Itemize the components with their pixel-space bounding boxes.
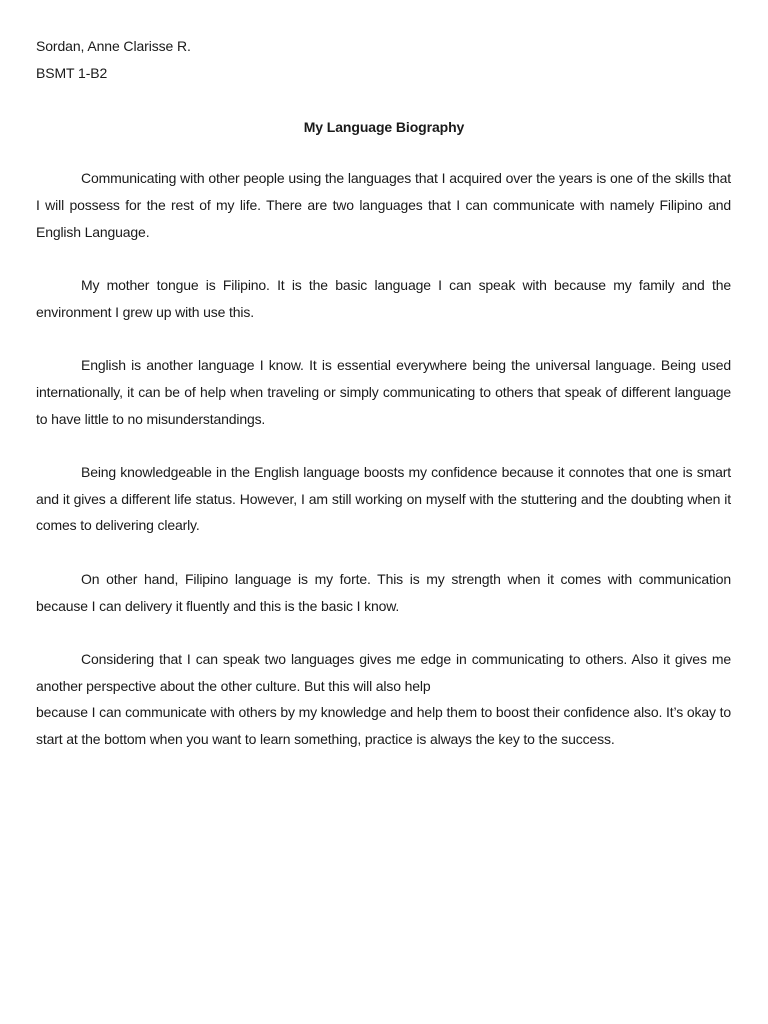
document-title: My Language Biography [303,119,465,135]
paragraph-english: English is another language I know. It is essential everywhere being the universal language. Being used internationally, it can be of help when traveling or simply communicating to others that speak of different language to have little to no misunderstandings. [36,356,731,427]
class-section: BSMT 1-B2 [36,65,108,81]
paragraph-mother-tongue: My mother tongue is Filipino. It is the basic language I can speak with because my family and the environment I grew up with use this. [36,276,731,320]
paragraph-conclusion-part2: because I can communicate with others by my knowledge and help them to boost their confidence also. It’s okay to start at the bottom when you want to learn something, practice is always the key to the success. [36,704,731,748]
paragraph-intro: Communicating with other people using the languages that I acquired over the years is one of the skills that I will possess for the rest of my life. There are two languages that I can communicate with namely Filipino and English Language. [36,170,731,240]
document-body [36,165,731,753]
paragraph-conclusion-part1: Considering that I can speak two languages gives me edge in communicating to others. Also it gives me another perspective about the other culture. But this will also help [36,650,731,694]
paragraph-confidence: Being knowledgeable in the English language boosts my confidence because it connotes that one is smart and it gives a different life status. However, I am still working on myself with the stuttering and the doubting when it comes to delivering clearly. [36,463,731,534]
author-name: Sordan, Anne Clarisse R. [36,38,191,54]
paragraph-filipino-forte: On other hand, Filipino language is my forte. This is my strength when it comes with communication because I can delivery it fluently and this is the basic I know. [36,570,731,614]
